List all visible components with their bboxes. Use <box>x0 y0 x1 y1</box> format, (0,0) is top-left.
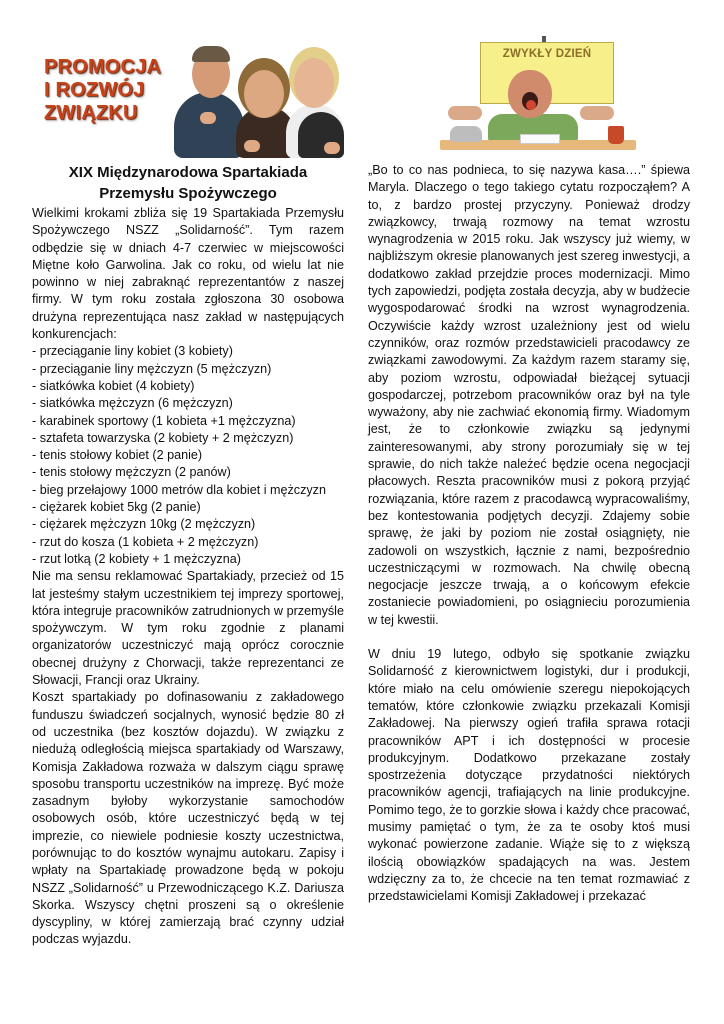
cartoon-right-arm <box>580 106 614 120</box>
article-paragraph-2: Nie ma sensu reklamować Spartakiady, przecież od 15 lat jesteśmy stałym uczestnikiem tej imprezy sportowej, która integruje pracowników zatrudnionych w przemyśle spożywczym. W tym roku zgodnie z planami organizatorów uczestniczyć mają oprócz corocznie obecnej drużyny z Chorwacji, także reprezentanci ze Słowacji, Francji oraz Ukrainy. <box>32 569 344 688</box>
paper-sheet-icon <box>520 134 560 144</box>
pen-mug-icon <box>608 126 624 144</box>
pointing-hand-icon <box>244 140 260 152</box>
event-item: - tenis stołowy kobiet (2 panie) <box>32 448 203 463</box>
cartoon-face <box>508 70 552 118</box>
tongue-icon <box>526 100 536 110</box>
event-item: - siatkówka kobiet (4 kobiety) <box>32 378 195 393</box>
event-item: - rzut do kosza (1 kobieta + 2 mężczyzn) <box>32 534 259 549</box>
promo-banner-image <box>34 38 346 158</box>
article-paragraph-3: Koszt spartakiady po dofinasowaniu z zakładowego funduszu świadczeń socjalnych, wynosić będzie 80 zł od uczestnika (bez kosztów dojazdu). W związku z niedużą odległością miejsca spartakiady od Warszawy, Komisja Zakładowa rozważa w dalszym ciągu sprawę sposobu transportu uczestników na imprezę. Być może zasadnym byłoby wykorzystanie samochodów osobowych osób, które uczestniczyć będą w tej imprezie, co niewiele podniesie koszty uczestnictwa, porównując to do kosztów wynajmu autokaru. Zapisy i wpłaty na Spartakiadę prowadzone będą w pokoju NSZZ „Solidarność” u Przewodniczącego K.Z. Dariusza Skorka. Wszyscy chętni proszeni są o określenie dyscypliny, w której zamierzają brać czynny udział podczas wyjazdu. <box>32 690 344 947</box>
wages-article <box>368 162 690 905</box>
person-1-hair <box>192 46 230 62</box>
event-item: - siatkówka mężczyzn (6 mężczyzn) <box>32 396 233 411</box>
event-item: - tenis stołowy mężczyzn (2 panów) <box>32 465 231 480</box>
pointing-hand-icon <box>324 142 340 154</box>
meeting-paragraph: W dniu 19 lutego, odbyło się spotkanie związku Solidarność z kierownictwem logistyki, dur i produkcji, które miało na celu omówienie szeregu niepokojących tematów, które członkowie związku przekazali Komisji Zakładowej. Na pierwszy ogień trafiła sprawa rotacji pracowników APT i ich dostępności w procesie produkcyjnym. Dodatkowo przekazane zostały spostrzeżenia dotyczące przydatności niektórych pracowników agencji, trafiających na linie produkcyjne. Pomimo tego, że to gorzkie słowa i każdy chce pracować, musimy pamiętać o tym, że za te osoby ktoś musi wykonać powierzone zadanie. Wiąże się to z większą ilością obowiązków spadających na was. Jestem wdzięczny za to, że chcecie na ten temat rozmawiać z przedstawicielami Komisji Zakładowej i przekazać <box>368 647 690 904</box>
event-item: - przeciąganie liny kobiet (3 kobiety) <box>32 344 233 359</box>
event-item: - sztafeta towarzyska (2 kobiety + 2 mężczyzn) <box>32 430 294 445</box>
person-2-head <box>244 70 284 118</box>
person-1-body <box>174 92 244 158</box>
article-title <box>32 162 344 204</box>
event-item: - bieg przełajowy 1000 metrów dla kobiet i mężczyzn <box>32 482 326 497</box>
event-item: - karabinek sportowy (1 kobieta +1 mężczyzna) <box>32 413 296 428</box>
wages-paragraph-1: „Bo to co nas podnieca, to się nazywa kasa….” śpiewa Maryla. Dlaczego o tego takiego cytatu rozpocząłem? A to, z bardzo prostej przyczyny. Ponieważ drodzy związkowcy, trwają rozmowy na temat wzrostu wynagrodzenia w 2015 roku. Jak wszyscy już wiemy, w najbliższym okresie planowanych jest szereg inwestycji, a dodatkowo zakład przejdzie proces modernizacji. Mimo tych zapowiedzi, podjęta została decyzja, aby w budżecie wygospodarować środki na wzrost wynagrodzenia. Oczywiście każdy wzrost uzależniony jest od wielu czynników, oraz rozmów przedstawicieli pracodawcy ze związkami zawodowymi. Za każdym razem staramy się, aby poziom wzrostu, odpowiadał bieżącej sytuacji gospodarczej, potrzebom pracowników oraz był na tyle wyważony, aby nie zachwiać ekonomią firmy. Wiadomym jest, że to członkowie związku są jedynymi zainteresowanymi, aby strony porozumiały się w tej sprawie, do nich także należeć będzie ocena negocjacji płacowych. Reszta pracowników musi z pokorą przyjąć rozwiązania, które razem z pracodawcą wypracowaliśmy, bez kontestowania podjętych decyzji. Zdajemy sobie sprawę, że jaki by poziom nie został osiągnięty, nie zadowoli on wszystkich, łącznie z nami, bezpośrednio uczestniczącymi w rozmowach. Na chwilę obecną negocjacje jeszcze trwają, a o końcowym efekcie zostaniecie powiadomieni, po osiągnieciu porozumienia w tej kwestii. <box>368 163 690 627</box>
promo-line-2: I ROZWÓJ <box>44 79 145 101</box>
event-item: - ciężarek mężczyzn 10kg (2 mężczyzn) <box>32 517 256 532</box>
article-intro: Wielkimi krokami zbliża się 19 Spartakiada Przemysłu Spożywczego NSZZ „Solidarność”. Tym razem odbędzie się w dniach 4-7 czerwiec w miejscowości Miętne koło Garwolina. Jak co roku, od wielu lat nie powinno w niej zabraknąć reprezentantów z naszej firmy. W tym roku została zgłoszona 30 osobowa drużyna reprezentująca nasz zakład w następujących konkurencjach: <box>32 206 344 342</box>
events-list <box>32 343 344 568</box>
event-item: - rzut lotką (2 kobiety + 1 mężczyzna) <box>32 551 241 566</box>
people-photo <box>174 42 346 158</box>
event-item: - ciężarek kobiet 5kg (2 panie) <box>32 500 201 515</box>
person-3-head <box>294 58 334 108</box>
promo-line-1: PROMOCJA <box>44 56 162 78</box>
telephone-icon <box>450 126 482 142</box>
event-item: - przeciąganie liny mężczyzn (5 mężczyzn) <box>32 361 272 376</box>
promo-line-3: ZWIĄZKU <box>44 102 138 124</box>
cartoon-image <box>400 36 670 156</box>
spartakiada-article <box>32 162 344 949</box>
cartoon-left-arm <box>448 106 482 120</box>
article-title-line-2: Przemysłu Spożywczego <box>99 185 277 202</box>
paragraph-gap <box>368 629 690 646</box>
promo-banner-text <box>44 56 161 125</box>
sign-text: ZWYKŁY DZIEŃ <box>502 48 592 60</box>
pointing-hand-icon <box>200 112 216 124</box>
article-title-line-1: XIX Międzynarodowa Spartakiada <box>68 164 308 181</box>
